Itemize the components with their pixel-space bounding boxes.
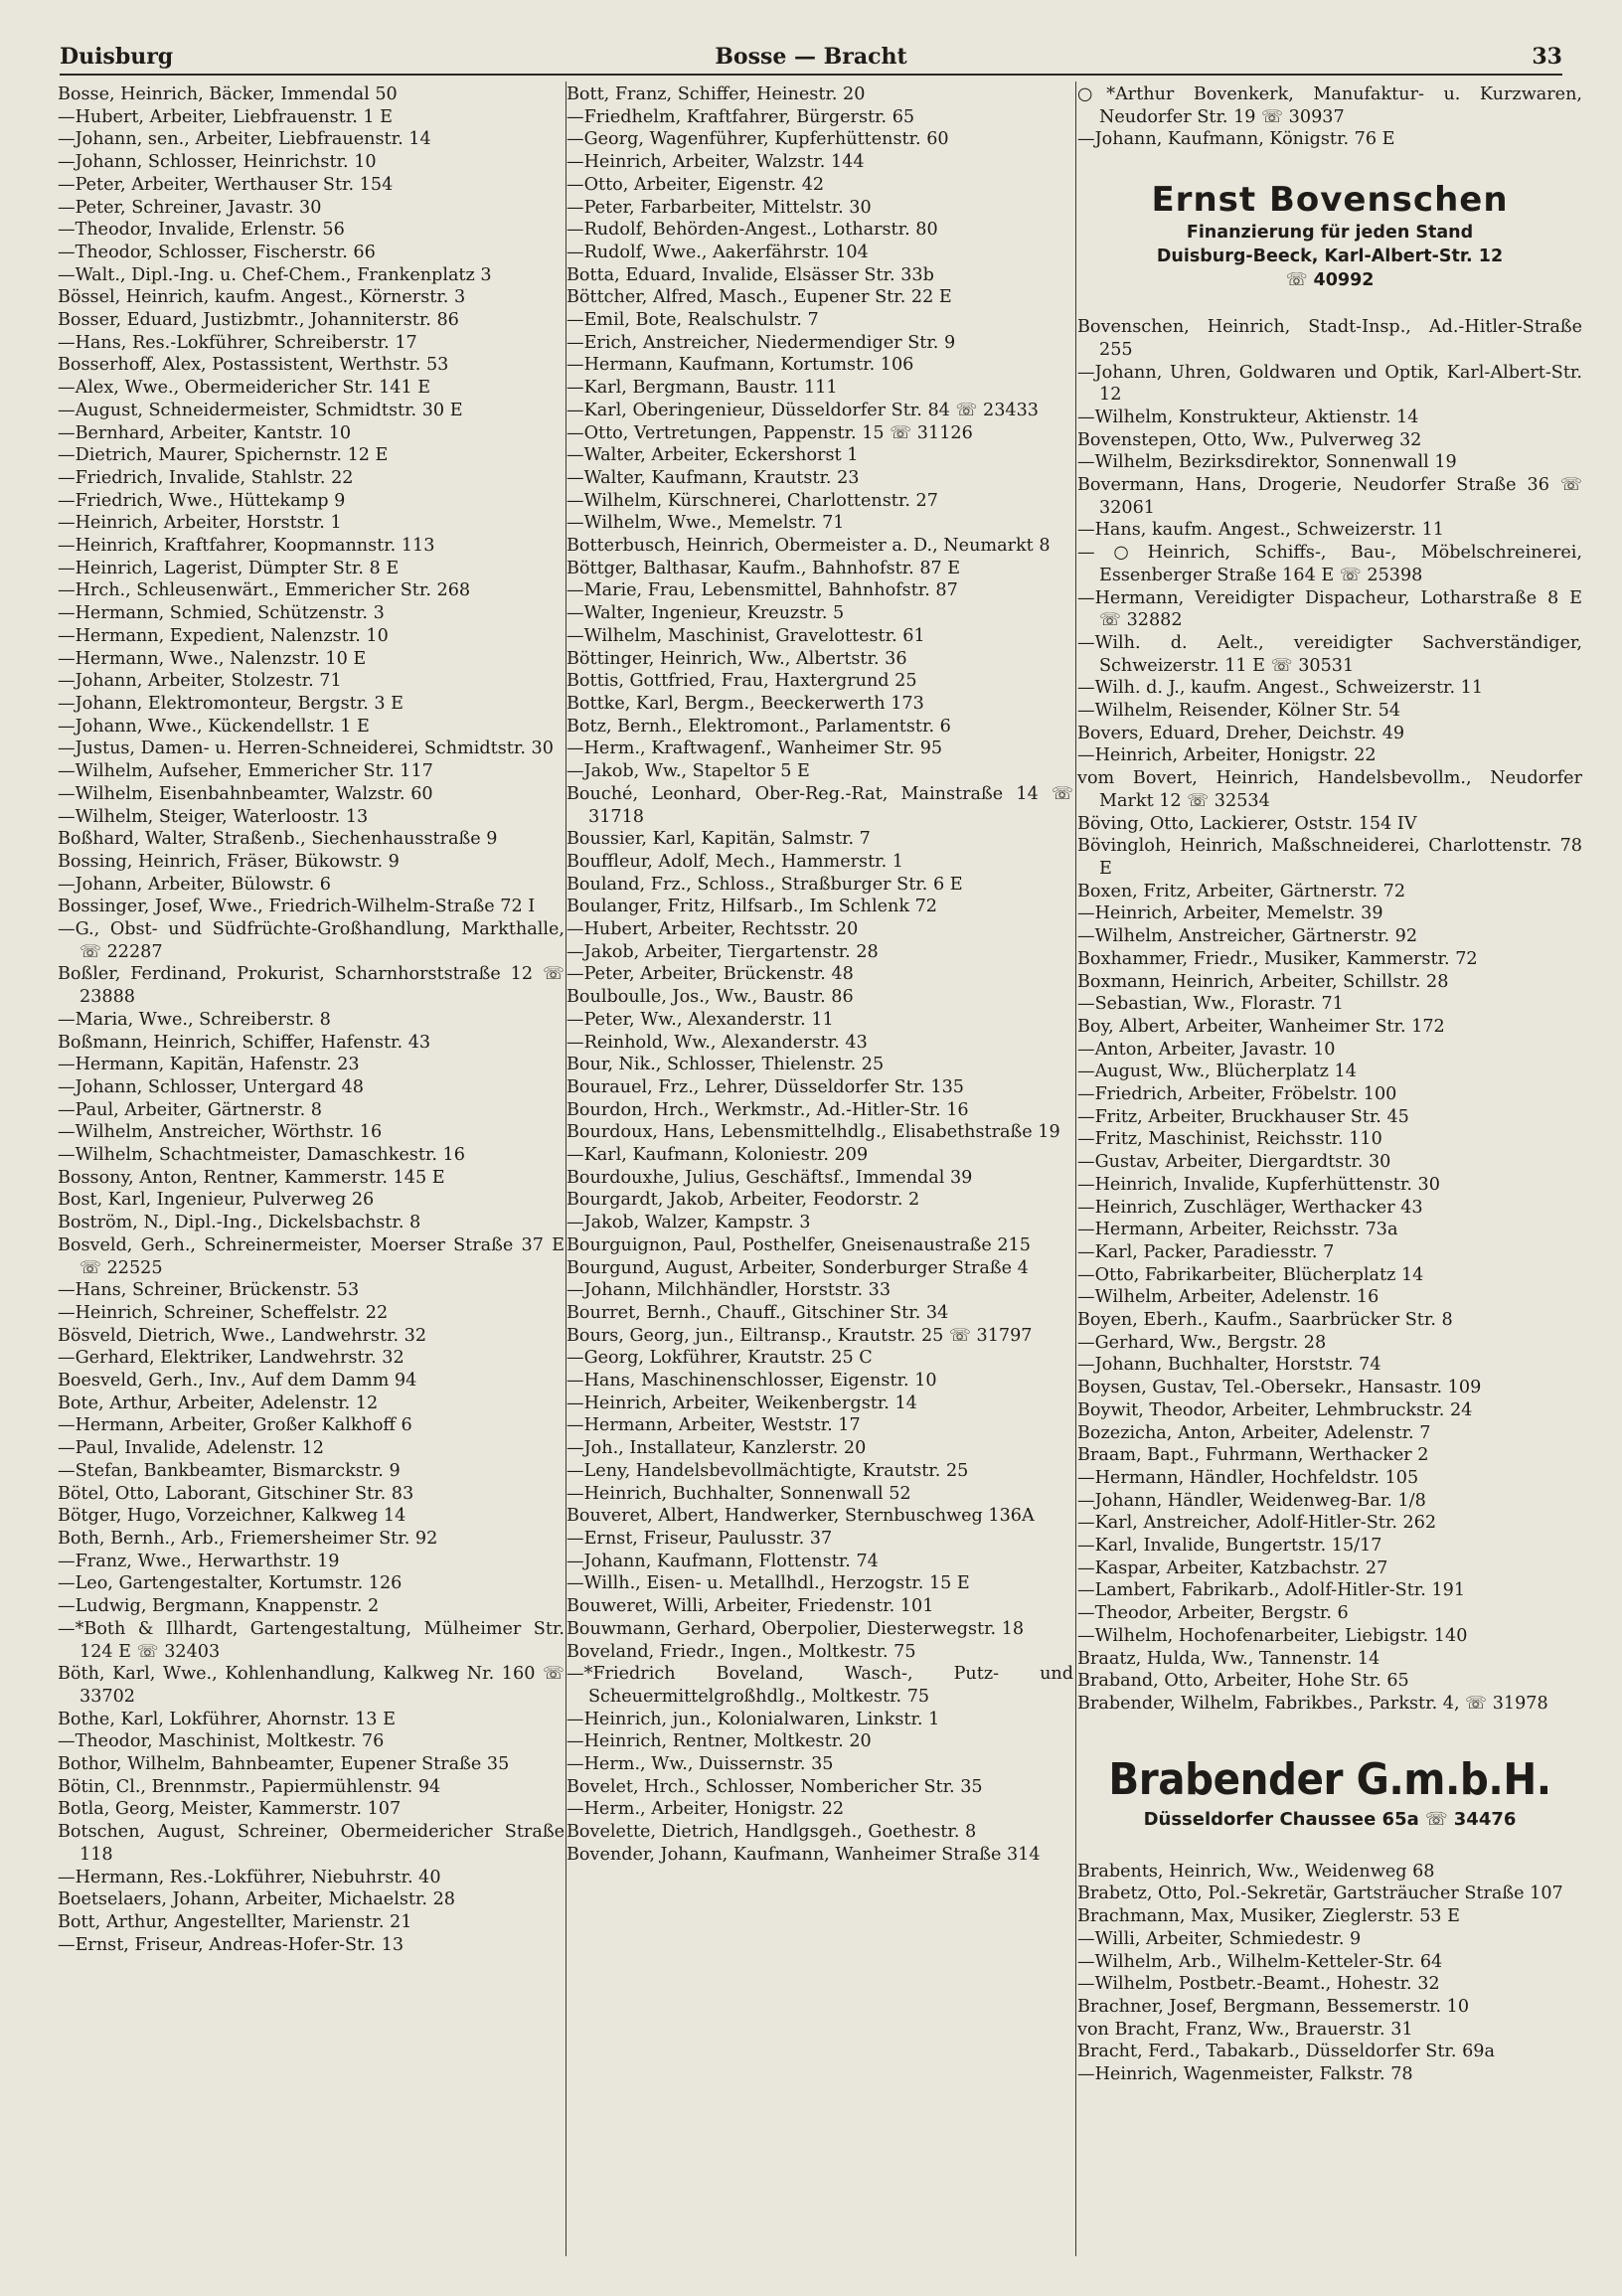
- column-3-mid-entries: [1077, 316, 1582, 1716]
- directory-entry: —Johann, Schlosser, Untergard 48: [58, 1076, 364, 1097]
- directory-entry: —Karl, Invalide, Bungertstr. 15/17: [1077, 1536, 1382, 1557]
- directory-entry: —Johann, Milchhändler, Horststr. 33: [567, 1280, 892, 1301]
- directory-entry: Boussier, Karl, Kapitän, Salmstr. 7: [567, 829, 871, 850]
- directory-entry: —Friedhelm, Kraftfahrer, Bürgerstr. 65: [567, 106, 915, 127]
- directory-entry: —Wilhelm, Aufseher, Emmericher Str. 117: [58, 761, 433, 782]
- directory-entry: —Johann, sen., Arbeiter, Liebfrauenstr. 14: [58, 129, 431, 150]
- directory-entry: —Herm., Arbeiter, Honigstr. 22: [567, 1799, 845, 1820]
- directory-entry: —Wilhelm, Wwe., Memelstr. 71: [567, 513, 845, 534]
- directory-entry: —Walter, Kaufmann, Krautstr. 23: [567, 467, 860, 488]
- directory-entry: —Wilhelm, Reisender, Kölner Str. 54: [1077, 701, 1401, 722]
- directory-entry: —Heinrich, Kraftfahrer, Koopmannstr. 113: [58, 536, 435, 557]
- header-range: Bosse — Bracht: [715, 44, 907, 70]
- directory-entry: —Hermann, Wwe., Nalenzstr. 10 E: [58, 648, 367, 669]
- directory-entry: —Walter, Ingenieur, Kreuzstr. 5: [567, 603, 845, 624]
- directory-entry: —Hermann, Res.-Lokführer, Niebuhrstr. 40: [58, 1867, 441, 1887]
- directory-entry: —Otto, Arbeiter, Eigenstr. 42: [567, 174, 825, 195]
- directory-entry: —Heinrich, Invalide, Kupferhüttenstr. 30: [1077, 1174, 1440, 1195]
- directory-entry: —Franz, Wwe., Herwarthstr. 19: [58, 1551, 340, 1571]
- directory-entry: Bossony, Anton, Rentner, Kammerstr. 145 E: [58, 1167, 445, 1188]
- directory-entry: —Hubert, Arbeiter, Rechtsstr. 20: [567, 919, 859, 940]
- directory-entry: —Gustav, Arbeiter, Diergardtstr. 30: [1077, 1152, 1391, 1173]
- directory-entry: —Jakob, Walzer, Kampstr. 3: [567, 1213, 811, 1233]
- directory-entry: Both, Bernh., Arb., Friemersheimer Str. 92: [58, 1529, 438, 1549]
- directory-entry: Boßler, Ferdinand, Prokurist, Scharnhorststraße 12 ☏ 23888: [58, 964, 565, 1008]
- directory-entry: —Heinrich, Lagerist, Dümpter Str. 8 E: [58, 558, 400, 578]
- directory-entry: —Theodor, Maschinist, Moltkestr. 76: [58, 1731, 385, 1752]
- directory-entry: —Ernst, Friseur, Paulusstr. 37: [567, 1529, 833, 1549]
- directory-entry: Böttinger, Heinrich, Ww., Albertstr. 36: [567, 648, 907, 669]
- directory-entry: —Heinrich, Arbeiter, Memelstr. 39: [1077, 903, 1383, 924]
- directory-entry: Bovermann, Hans, Drogerie, Neudorfer Straße 36 ☏ 32061: [1077, 475, 1582, 518]
- directory-entry: —Fritz, Maschinist, Reichsstr. 110: [1077, 1129, 1382, 1150]
- directory-entry: Bours, Georg, jun., Eiltransp., Krautstr. 25 ☏ 31797: [567, 1325, 1033, 1346]
- directory-entry: —Peter, Ww., Alexanderstr. 11: [567, 1009, 834, 1030]
- directory-entry: —Hans, Schreiner, Brückenstr. 53: [58, 1280, 360, 1301]
- directory-entry: —Wilh. d. Aelt., vereidigter Sachverständiger, Schweizerstr. 11 E ☏ 30531: [1077, 632, 1582, 676]
- header-city: Duisburg: [60, 44, 174, 70]
- column-2: [567, 83, 1073, 2256]
- directory-entry: —Hermann, Arbeiter, Reichsstr. 73a: [1077, 1220, 1398, 1240]
- directory-entry: Bovelet, Hrch., Schlosser, Nombericher Str. 35: [567, 1776, 983, 1797]
- directory-entry: —Hrch., Schleusenwärt., Emmericher Str. 268: [58, 580, 471, 601]
- directory-entry: Bouffleur, Adolf, Mech., Hammerstr. 1: [567, 851, 904, 872]
- directory-entry: —Heinrich, Arbeiter, Walzstr. 144: [567, 152, 865, 173]
- column-3-bottom-entries: [1077, 1861, 1582, 2086]
- directory-entry: Böth, Karl, Wwe., Kohlenhandlung, Kalkweg Nr. 160 ☏ 33702: [58, 1664, 565, 1707]
- directory-entry: Bottke, Karl, Bergm., Beeckerwerth 173: [567, 693, 924, 714]
- directory-entry: —Heinrich, Schreiner, Scheffelstr. 22: [58, 1302, 389, 1323]
- directory-entry: Brabetz, Otto, Pol.-Sekretär, Gartsträucher Straße 107: [1077, 1884, 1563, 1904]
- directory-entry: —Wilhelm, Konstrukteur, Aktienstr. 14: [1077, 407, 1419, 427]
- directory-entry: —Peter, Schreiner, Javastr. 30: [58, 197, 322, 218]
- directory-entry: Bötel, Otto, Laborant, Gitschiner Str. 83: [58, 1483, 414, 1504]
- directory-entry: —Paul, Invalide, Adelenstr. 12: [58, 1438, 324, 1459]
- directory-entry: —Kaspar, Arbeiter, Katzbachstr. 27: [1077, 1558, 1388, 1578]
- directory-entry: Bosveld, Gerh., Schreinermeister, Moerser Straße 37 E ☏ 22525: [58, 1234, 565, 1278]
- directory-entry: —Theodor, Invalide, Erlenstr. 56: [58, 220, 345, 241]
- directory-entry: Botschen, August, Schreiner, Obermeidericher Straße 118: [58, 1822, 565, 1865]
- directory-entry: Bouveret, Albert, Handwerker, Sternbuschweg 136A: [567, 1506, 1035, 1527]
- directory-entry: —Wilhelm, Postbetr.-Beamt., Hohestr. 32: [1077, 1974, 1440, 1995]
- directory-entry: —Wilhelm, Anstreicher, Wörthstr. 16: [58, 1122, 383, 1143]
- advert-bovenschen-address: Duisburg-Beeck, Karl-Albert-Str. 12: [1156, 246, 1504, 267]
- directory-entry: —Johann, Kaufmann, Königstr. 76 E: [1077, 129, 1395, 150]
- directory-entry: —Johann, Wwe., Kückendellstr. 1 E: [58, 716, 370, 737]
- directory-entry: —Ludwig, Bergmann, Knappenstr. 2: [58, 1596, 380, 1617]
- directory-entry: —Karl, Packer, Paradiesstr. 7: [1077, 1241, 1335, 1262]
- directory-entry: Boxmann, Heinrich, Arbeiter, Schillstr. 28: [1077, 971, 1449, 992]
- directory-entry: —Hermann, Expedient, Nalenzstr. 10: [58, 625, 389, 646]
- directory-entry: Boy, Albert, Arbeiter, Wanheimer Str. 172: [1077, 1016, 1445, 1037]
- directory-entry: —Walter, Arbeiter, Eckershorst 1: [567, 445, 859, 466]
- directory-entry: —Otto, Vertretungen, Pappenstr. 15 ☏ 31126: [567, 422, 973, 443]
- directory-entry: Brachner, Josef, Bergmann, Bessemerstr. 10: [1077, 1996, 1470, 2017]
- directory-entry: —Peter, Arbeiter, Brückenstr. 48: [567, 964, 854, 985]
- directory-entry: —Heinrich, Buchhalter, Sonnenwall 52: [567, 1483, 911, 1504]
- directory-entry: Bote, Arthur, Arbeiter, Adelenstr. 12: [58, 1393, 379, 1413]
- directory-entry: —Maria, Wwe., Schreiberstr. 8: [58, 1009, 331, 1030]
- directory-entry: Bötger, Hugo, Vorzeichner, Kalkweg 14: [58, 1506, 406, 1527]
- directory-entry: —Wilh. d. J., kaufm. Angest., Schweizerstr. 11: [1077, 678, 1484, 699]
- directory-entry: —Karl, Anstreicher, Adolf-Hitler-Str. 262: [1077, 1513, 1437, 1534]
- advert-bovenschen-phone: ☏ 40992: [1285, 270, 1375, 291]
- directory-entry: ○*Arthur Bovenkerk, Manufaktur- u. Kurzwaren, Neudorfer Str. 19 ☏ 30937: [1077, 84, 1582, 127]
- directory-entry: —Hermann, Händler, Hochfeldstr. 105: [1077, 1467, 1419, 1488]
- directory-entry: —Heinrich, jun., Kolonialwaren, Linkstr. 1: [567, 1709, 940, 1729]
- directory-entry: —Erich, Anstreicher, Niedermendiger Str. 9: [567, 332, 956, 353]
- directory-entry: —Friedrich, Invalide, Stahlstr. 22: [58, 467, 354, 488]
- directory-entry: Bötin, Cl., Brennmstr., Papiermühlenstr. 94: [58, 1776, 441, 1797]
- directory-entry: Boxhammer, Friedr., Musiker, Kammerstr. 72: [1077, 948, 1478, 969]
- directory-entry: Bossing, Heinrich, Fräser, Bükowstr. 9: [58, 851, 400, 872]
- directory-entry: —Marie, Frau, Lebensmittel, Bahnhofstr. 87: [567, 580, 958, 601]
- directory-entry: —Wilhelm, Steiger, Waterloostr. 13: [58, 806, 369, 827]
- directory-entry: —Rudolf, Wwe., Aakerfährstr. 104: [567, 242, 869, 262]
- directory-entry: Boßhard, Walter, Straßenb., Siechenhausstraße 9: [58, 829, 498, 850]
- directory-entry: Bourauel, Frz., Lehrer, Düsseldorfer Str. 135: [567, 1076, 964, 1097]
- column-divider: [1075, 82, 1076, 2256]
- directory-entry: —Jakob, Arbeiter, Tiergartenstr. 28: [567, 941, 879, 962]
- directory-entry: Bösveld, Dietrich, Wwe., Landwehrstr. 32: [58, 1325, 427, 1346]
- directory-entry: —Ernst, Friseur, Andreas-Hofer-Str. 13: [58, 1934, 405, 1955]
- directory-entry: Bouché, Leonhard, Ober-Reg.-Rat, Mainstraße 14 ☏ 31718: [567, 783, 1073, 827]
- directory-entry: —August, Ww., Blücherplatz 14: [1077, 1062, 1357, 1082]
- directory-entry: —Hermann, Arbeiter, Weststr. 17: [567, 1415, 861, 1436]
- directory-entry: —Wilhelm, Arb., Wilhelm-Ketteler-Str. 64: [1077, 1951, 1443, 1972]
- directory-entry: —Hubert, Arbeiter, Liebfrauenstr. 1 E: [58, 106, 394, 127]
- directory-entry: —Hans, kaufm. Angest., Schweizerstr. 11: [1077, 520, 1444, 541]
- directory-entry: Böving, Otto, Lackierer, Oststr. 154 IV: [1077, 813, 1417, 834]
- directory-entry: —Heinrich, Rentner, Moltkestr. 20: [567, 1731, 872, 1752]
- directory-entry: Bourdoux, Hans, Lebensmittelhdlg., Elisabethstraße 19: [567, 1122, 1060, 1143]
- directory-entry: —Herm., Kraftwagenf., Wanheimer Str. 95: [567, 738, 943, 759]
- directory-entry: Botterbusch, Heinrich, Obermeister a. D., Neumarkt 8: [567, 536, 1051, 557]
- directory-entry: —Otto, Fabrikarbeiter, Blücherplatz 14: [1077, 1264, 1424, 1285]
- directory-entry: —Willh., Eisen- u. Metallhdl., Herzogstr. 15 E: [567, 1573, 970, 1594]
- advert-brabender-address: Düsseldorfer Chaussee 65a ☏ 34476: [1143, 1808, 1517, 1830]
- directory-entry: Bourret, Bernh., Chauff., Gitschiner Str. 34: [567, 1302, 949, 1323]
- directory-entry: —Leny, Handelsbevollmächtigte, Krautstr. 25: [567, 1460, 969, 1481]
- directory-entry: —Dietrich, Maurer, Spichernstr. 12 E: [58, 445, 389, 466]
- directory-entry: —Wilhelm, Arbeiter, Adelenstr. 16: [1077, 1287, 1379, 1308]
- directory-entry: Botla, Georg, Meister, Kammerstr. 107: [58, 1799, 402, 1820]
- directory-entry: —Georg, Lokführer, Krautstr. 25 C: [567, 1348, 873, 1369]
- directory-entry: Böttcher, Alfred, Masch., Eupener Str. 22 E: [567, 287, 952, 308]
- directory-entry: —Wilhelm, Kürschnerei, Charlottenstr. 27: [567, 490, 938, 511]
- directory-entry: —Reinhold, Ww., Alexanderstr. 43: [567, 1032, 868, 1053]
- directory-entry: —Hermann, Vereidigter Dispacheur, Lotharstraße 8 E ☏ 32882: [1077, 587, 1582, 631]
- directory-entry: Boyen, Eberh., Kaufm., Saarbrücker Str. 8: [1077, 1310, 1453, 1331]
- directory-entry: Bouwmann, Gerhard, Oberpolier, Diesterwegstr. 18: [567, 1618, 1025, 1639]
- directory-entry: Boulanger, Fritz, Hilfsarb., Im Schlenk 72: [567, 897, 937, 917]
- directory-entry: Bosse, Heinrich, Bäcker, Immendal 50: [58, 84, 398, 104]
- directory-entry: —Anton, Arbeiter, Javastr. 10: [1077, 1039, 1336, 1060]
- directory-entry: —Theodor, Schlosser, Fischerstr. 66: [58, 242, 376, 262]
- directory-entry: —Johann, Kaufmann, Flottenstr. 74: [567, 1551, 879, 1571]
- directory-entry: —Theodor, Arbeiter, Bergstr. 6: [1077, 1603, 1349, 1624]
- page-header: [60, 44, 1562, 76]
- directory-entry: —*Both & Illhardt, Gartengestaltung, Mülheimer Str. 124 E ☏ 32403: [58, 1618, 565, 1662]
- directory-entry: —Willi, Arbeiter, Schmiedestr. 9: [1077, 1928, 1362, 1949]
- directory-entry: —Sebastian, Ww., Florastr. 71: [1077, 994, 1344, 1015]
- directory-entry: Bosserhoff, Alex, Postassistent, Werthstr. 53: [58, 355, 449, 376]
- advert-bovenschen: [1077, 151, 1582, 316]
- advert-bovenschen-name: Ernst Bovenschen: [1151, 180, 1509, 221]
- directory-entry: Boveland, Friedr., Ingen., Moltkestr. 75: [567, 1641, 916, 1662]
- directory-entry: —August, Schneidermeister, Schmidtstr. 30 E: [58, 400, 463, 420]
- directory-entry: Bouland, Frz., Schloss., Straßburger Str. 6 E: [567, 874, 963, 895]
- directory-entry: —Stefan, Bankbeamter, Bismarckstr. 9: [58, 1460, 401, 1481]
- directory-entry: —○Heinrich, Schiffs-, Bau-, Möbelschreinerei, Essenberger Straße 164 E ☏ 25398: [1077, 543, 1582, 585]
- directory-entry: Bövingloh, Heinrich, Maßschneiderei, Charlottenstr. 78 E: [1077, 836, 1582, 879]
- advert-bovenschen-tagline: Finanzierung für jeden Stand: [1186, 223, 1474, 244]
- column-3: [1077, 83, 1582, 2256]
- directory-entry: —*Friedrich Boveland, Wasch-, Putz- und Scheuermittelgroßhdlg., Moltkestr. 75: [567, 1664, 1073, 1707]
- directory-entry: Boström, N., Dipl.-Ing., Dickelsbachstr. 8: [58, 1213, 421, 1233]
- directory-entry: —Wilhelm, Schachtmeister, Damaschkestr. 16: [58, 1145, 465, 1166]
- directory-entry: —Friedrich, Arbeiter, Fröbelstr. 100: [1077, 1084, 1397, 1105]
- directory-entry: —Emil, Bote, Realschulstr. 7: [567, 310, 819, 331]
- directory-entry: Braband, Otto, Arbeiter, Hohe Str. 65: [1077, 1671, 1409, 1692]
- directory-entry: Botz, Bernh., Elektromont., Parlamentstr. 6: [567, 716, 951, 737]
- advert-brabender: [1077, 1716, 1582, 1861]
- directory-entry: Bost, Karl, Ingenieur, Pulverweg 26: [58, 1190, 375, 1211]
- directory-entry: —Heinrich, Wagenmeister, Falkstr. 78: [1077, 2064, 1413, 2085]
- directory-entry: —Johann, Händler, Weidenweg-Bar. 1/8: [1077, 1490, 1426, 1511]
- directory-entry: Böttger, Balthasar, Kaufm., Bahnhofstr. 87 E: [567, 558, 961, 578]
- directory-entry: Bracht, Ferd., Tabakarb., Düsseldorfer Str. 69a: [1077, 2042, 1495, 2062]
- directory-entry: —Hans, Res.-Lokführer, Schreiberstr. 17: [58, 332, 417, 353]
- directory-entry: —Hans, Maschinenschlosser, Eigenstr. 10: [567, 1371, 937, 1392]
- directory-entry: —Heinrich, Arbeiter, Honigstr. 22: [1077, 745, 1377, 766]
- directory-entry: Bovenschen, Heinrich, Stadt-Insp., Ad.-Hitler-Straße 255: [1077, 317, 1582, 360]
- directory-entry: —Wilhelm, Maschinist, Gravelottestr. 61: [567, 625, 925, 646]
- directory-entry: —Fritz, Arbeiter, Bruckhauser Str. 45: [1077, 1106, 1409, 1127]
- directory-entry: —Heinrich, Arbeiter, Horststr. 1: [58, 513, 342, 534]
- directory-entry: Boysen, Gustav, Tel.-Obersekr., Hansastr. 109: [1077, 1378, 1482, 1398]
- directory-entry: Bovers, Eduard, Dreher, Deichstr. 49: [1077, 723, 1405, 743]
- directory-entry: —Rudolf, Behörden-Angest., Lotharstr. 80: [567, 220, 938, 241]
- directory-entry: Bourdon, Hrch., Werkmstr., Ad.-Hitler-Str. 16: [567, 1099, 969, 1120]
- directory-entry: Bosser, Eduard, Justizbmtr., Johanniterstr. 86: [58, 310, 459, 331]
- directory-entry: Bothe, Karl, Lokführer, Ahornstr. 13 E: [58, 1709, 396, 1729]
- directory-entry: —Joh., Installateur, Kanzlerstr. 20: [567, 1438, 867, 1459]
- directory-entry: —Johann, Arbeiter, Stolzestr. 71: [58, 671, 342, 692]
- directory-entry: Bourdouxhe, Julius, Geschäftsf., Immendal 39: [567, 1167, 973, 1188]
- directory-entry: —Lambert, Fabrikarb., Adolf-Hitler-Str. 191: [1077, 1580, 1466, 1601]
- directory-entry: —Wilhelm, Hochofenarbeiter, Liebigstr. 140: [1077, 1625, 1468, 1646]
- directory-entry: —Bernhard, Arbeiter, Kantstr. 10: [58, 422, 352, 443]
- directory-entry: —Hermann, Arbeiter, Großer Kalkhoff 6: [58, 1415, 412, 1436]
- directory-entry: —Justus, Damen- u. Herren-Schneiderei, Schmidtstr. 30: [58, 738, 554, 759]
- directory-entry: —Johann, Schlosser, Heinrichstr. 10: [58, 152, 377, 173]
- directory-entry: Bovender, Johann, Kaufmann, Wanheimer Straße 314: [567, 1844, 1041, 1865]
- directory-entry: Bott, Arthur, Angestellter, Marienstr. 21: [58, 1911, 412, 1932]
- directory-entry: Bott, Franz, Schiffer, Heinestr. 20: [567, 84, 866, 104]
- directory-entry: —Karl, Bergmann, Baustr. 111: [567, 378, 838, 399]
- directory-entry: Bour, Nik., Schlosser, Thielenstr. 25: [567, 1055, 885, 1075]
- directory-entry: —Johann, Uhren, Goldwaren und Optik, Karl-Albert-Str. 12: [1077, 362, 1582, 406]
- page-number: 33: [1532, 44, 1562, 70]
- directory-entry: —Johann, Buchhalter, Horststr. 74: [1077, 1355, 1381, 1376]
- directory-entry: Botta, Eduard, Invalide, Elsässer Str. 33b: [567, 264, 934, 285]
- directory-entry: —Paul, Arbeiter, Gärtnerstr. 8: [58, 1099, 322, 1120]
- directory-entry: Bozezicha, Anton, Arbeiter, Adelenstr. 7: [1077, 1422, 1431, 1443]
- directory-entry: —Alex, Wwe., Obermeidericher Str. 141 E: [58, 378, 431, 399]
- directory-entry: Braam, Bapt., Fuhrmann, Werthacker 2: [1077, 1445, 1429, 1466]
- directory-entry: Bottis, Gottfried, Frau, Haxtergrund 25: [567, 671, 917, 692]
- directory-entry: Bössel, Heinrich, kaufm. Angest., Körnerstr. 3: [58, 287, 466, 308]
- directory-entry: —Wilhelm, Anstreicher, Gärtnerstr. 92: [1077, 926, 1418, 947]
- directory-entry: Brabender, Wilhelm, Fabrikbes., Parkstr. 4, ☏ 31978: [1077, 1694, 1548, 1714]
- directory-entry: —Hermann, Kaufmann, Kortumstr. 106: [567, 355, 914, 376]
- directory-entry: Boulboulle, Jos., Ww., Baustr. 86: [567, 987, 854, 1008]
- directory-entry: —Wilhelm, Eisenbahnbeamter, Walzstr. 60: [58, 783, 433, 804]
- directory-entry: Bourguignon, Paul, Posthelfer, Gneisenaustraße 215: [567, 1234, 1031, 1255]
- directory-entry: —Johann, Arbeiter, Bülowstr. 6: [58, 874, 331, 895]
- directory-entry: —Karl, Kaufmann, Koloniestr. 209: [567, 1145, 869, 1166]
- directory-entry: Boßmann, Heinrich, Schiffer, Hafenstr. 43: [58, 1032, 431, 1053]
- directory-entry: Boesveld, Gerh., Inv., Auf dem Damm 94: [58, 1371, 417, 1392]
- advert-brabender-name: Brabender G.m.b.H.: [1108, 1753, 1551, 1805]
- directory-entry: Bossinger, Josef, Wwe., Friedrich-Wilhelm-Straße 72 I: [58, 897, 536, 917]
- directory-entry: —Jakob, Ww., Stapeltor 5 E: [567, 761, 810, 782]
- directory-entry: Boywit, Theodor, Arbeiter, Lehmbruckstr. 24: [1077, 1399, 1473, 1420]
- directory-entry: Boxen, Fritz, Arbeiter, Gärtnerstr. 72: [1077, 881, 1406, 902]
- directory-entry: —Gerhard, Elektriker, Landwehrstr. 32: [58, 1348, 405, 1369]
- directory-entry: —G., Obst- und Südfrüchte-Großhandlung, Markthalle, ☏ 22287: [58, 919, 565, 962]
- directory-entry: Brachmann, Max, Musiker, Zieglerstr. 53 E: [1077, 1906, 1460, 1927]
- directory-entry: Bourgund, August, Arbeiter, Sonderburger Straße 4: [567, 1257, 1029, 1278]
- column-3-top-entries: [1077, 83, 1582, 151]
- directory-entry: Boetselaers, Johann, Arbeiter, Michaelstr. 28: [58, 1889, 455, 1910]
- directory-entry: —Walt., Dipl.-Ing. u. Chef-Chem., Frankenplatz 3: [58, 264, 492, 285]
- directory-entry: —Heinrich, Arbeiter, Weikenbergstr. 14: [567, 1393, 917, 1413]
- directory-entry: Bovenstepen, Otto, Ww., Pulverweg 32: [1077, 429, 1422, 450]
- column-1: [58, 83, 565, 2256]
- directory-entry: —Peter, Arbeiter, Werthauser Str. 154: [58, 174, 394, 195]
- directory-entry: —Leo, Gartengestalter, Kortumstr. 126: [58, 1573, 403, 1594]
- directory-entry: —Gerhard, Ww., Bergstr. 28: [1077, 1332, 1327, 1353]
- directory-entry: Bouweret, Willi, Arbeiter, Friedenstr. 101: [567, 1596, 934, 1617]
- directory-entry: vom Bovert, Heinrich, Handelsbevollm., Neudorfer Markt 12 ☏ 32534: [1077, 768, 1582, 811]
- directory-entry: Brabents, Heinrich, Ww., Weidenweg 68: [1077, 1861, 1435, 1882]
- directory-entry: Bothor, Wilhelm, Bahnbeamter, Eupener Straße 35: [58, 1754, 510, 1775]
- directory-entry: —Heinrich, Zuschläger, Werthacker 43: [1077, 1197, 1423, 1218]
- directory-entry: —Hermann, Kapitän, Hafenstr. 23: [58, 1055, 360, 1075]
- directory-entry: —Georg, Wagenführer, Kupferhüttenstr. 60: [567, 129, 949, 150]
- directory-entry: —Johann, Elektromonteur, Bergstr. 3 E: [58, 693, 405, 714]
- directory-entry: —Friedrich, Wwe., Hüttekamp 9: [58, 490, 346, 511]
- directory-entry: —Hermann, Schmied, Schützenstr. 3: [58, 603, 385, 624]
- directory-entry: —Herm., Ww., Duissernstr. 35: [567, 1754, 834, 1775]
- directory-entry: Bourgardt, Jakob, Arbeiter, Feodorstr. 2: [567, 1190, 920, 1211]
- directory-entry: —Wilhelm, Bezirksdirektor, Sonnenwall 19: [1077, 452, 1457, 473]
- directory-entry: Braatz, Hulda, Ww., Tannenstr. 14: [1077, 1648, 1380, 1669]
- directory-entry: Bovelette, Dietrich, Handlgsgeh., Goethestr. 8: [567, 1822, 977, 1843]
- directory-entry: —Karl, Oberingenieur, Düsseldorfer Str. 84 ☏ 23433: [567, 400, 1040, 420]
- directory-entry: —Peter, Farbarbeiter, Mittelstr. 30: [567, 197, 872, 218]
- directory-entry: von Bracht, Franz, Ww., Brauerstr. 31: [1077, 2019, 1413, 2040]
